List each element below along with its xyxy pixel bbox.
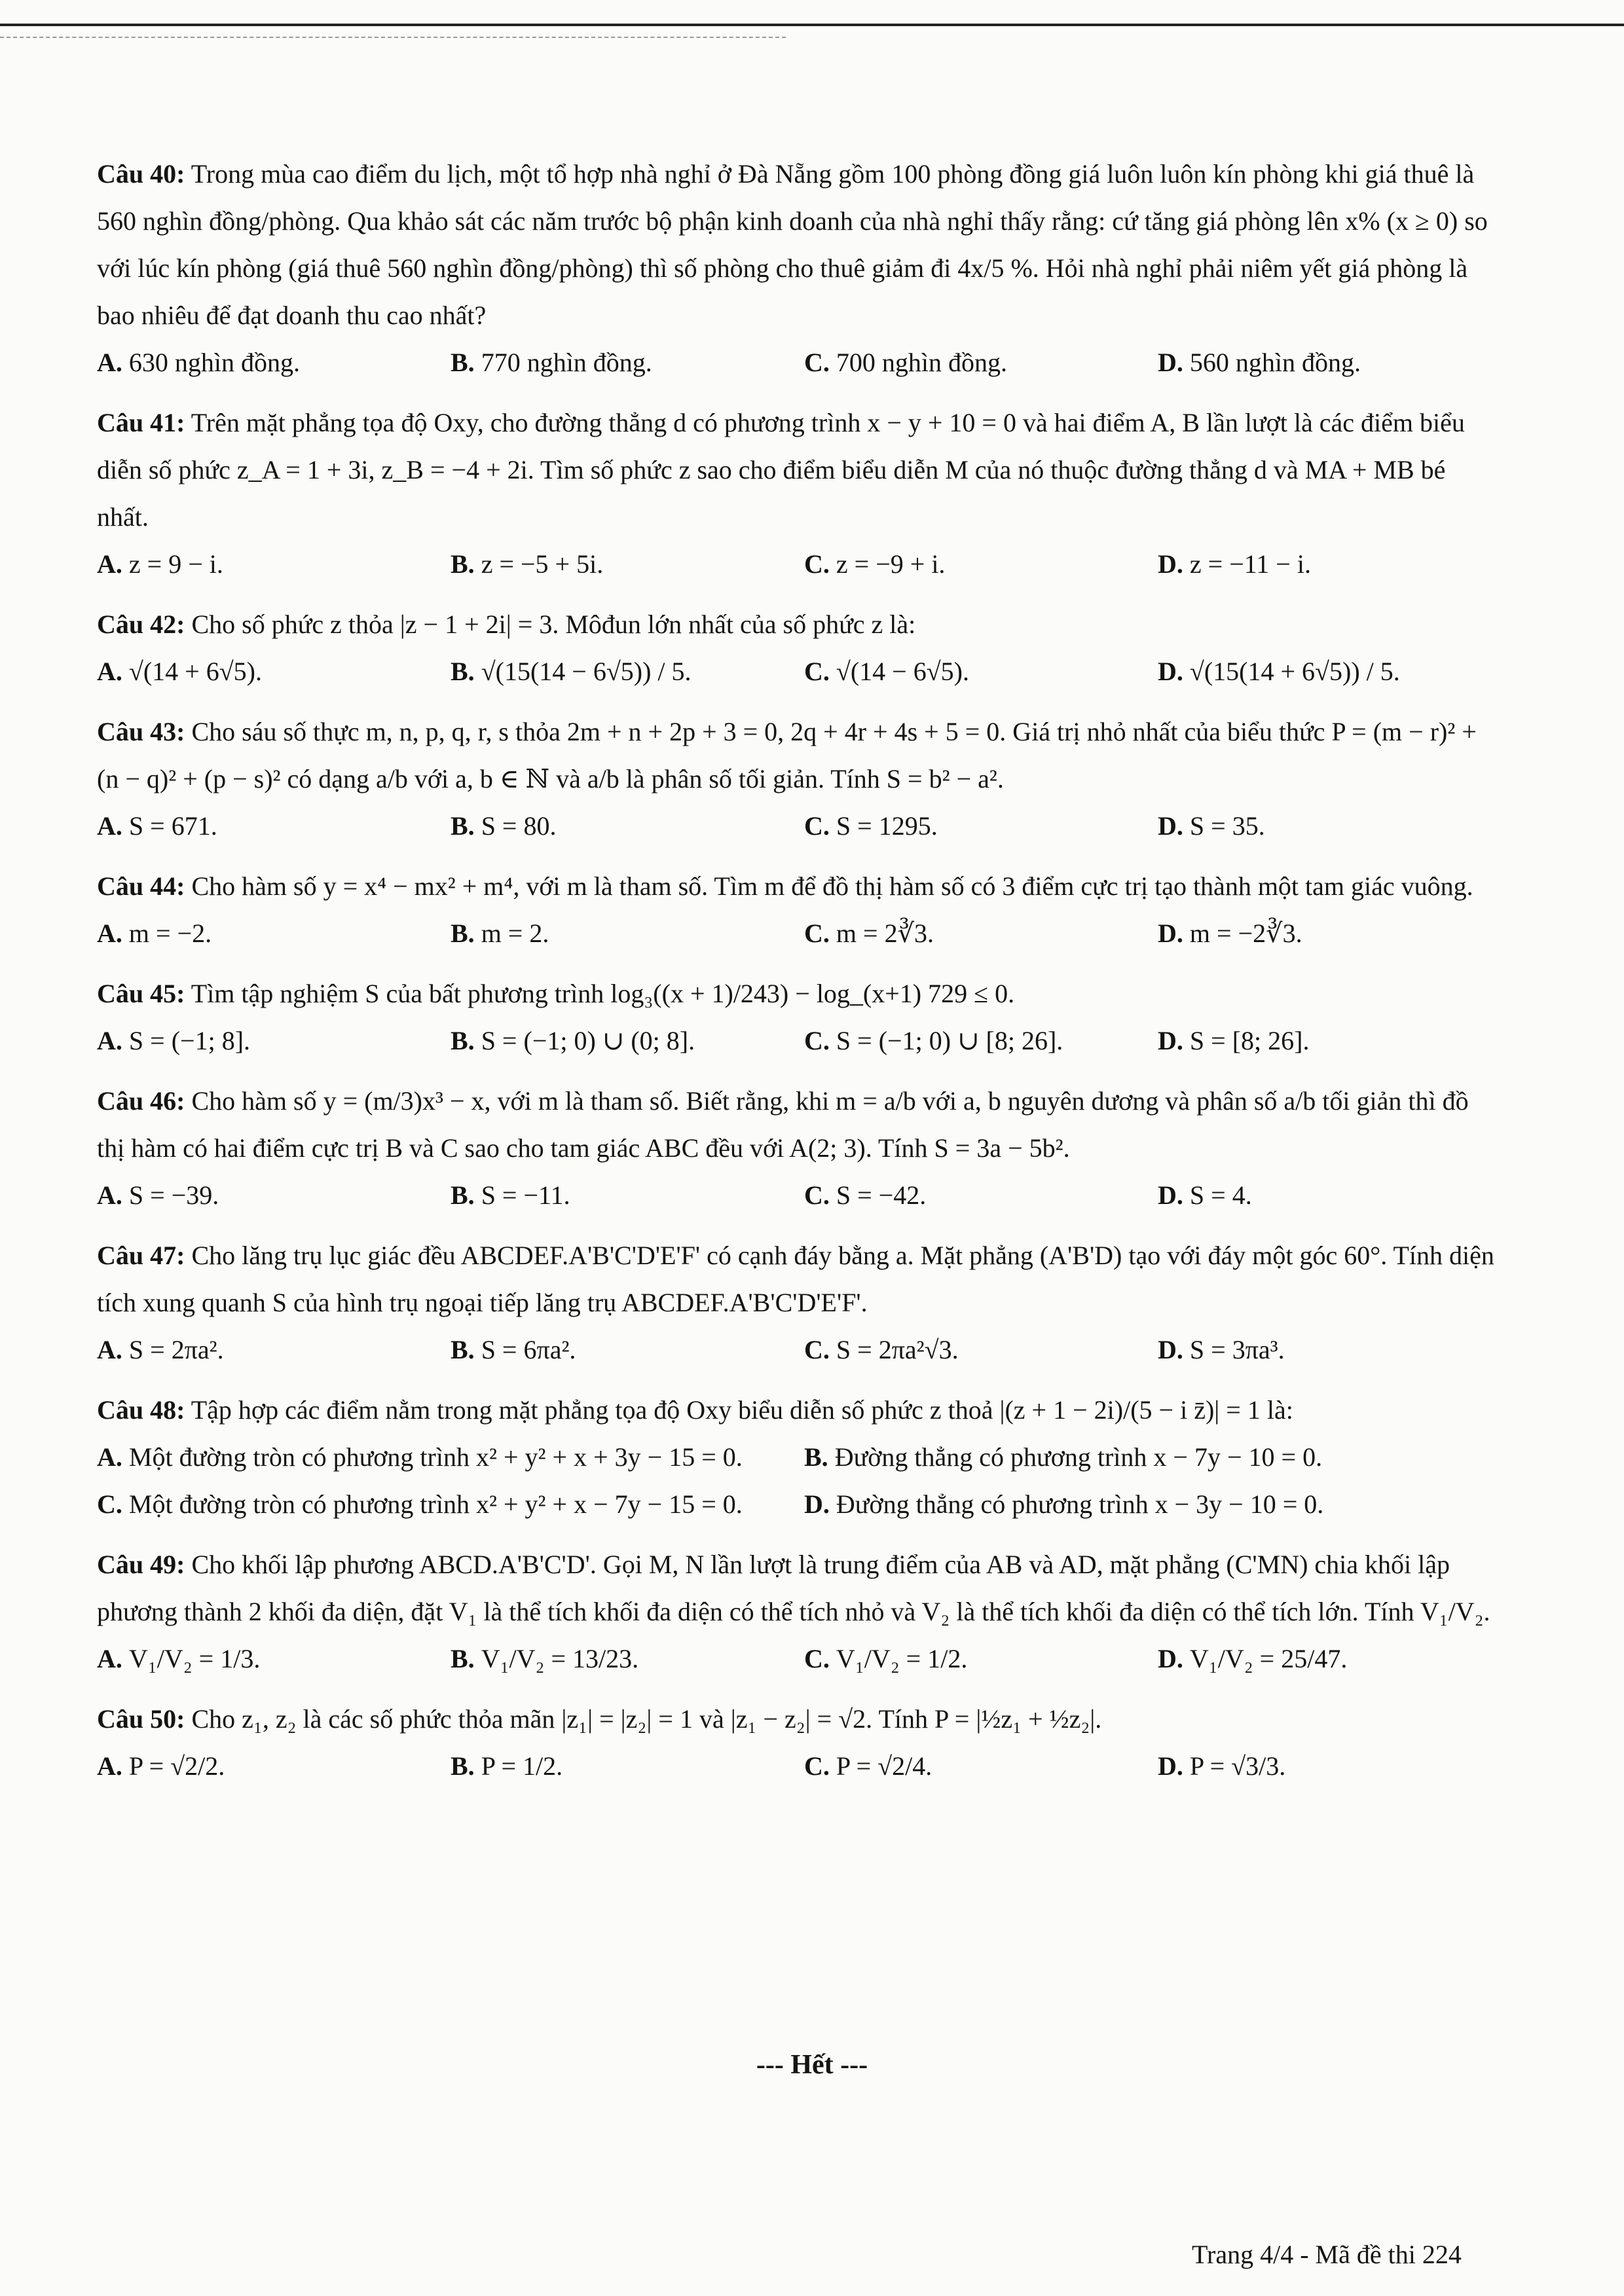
question-46 — [97, 1078, 1498, 1219]
question-47 — [97, 1232, 1498, 1374]
option-d: D. √(15(14 + 6√5)) / 5. — [1158, 657, 1400, 686]
option-b: B. S = 6πa². — [451, 1335, 576, 1364]
question-text: Cho z₁, z₂ là các số phức thỏa mãn |z₁| = |z₂| = 1 và |z₁ − z₂| = √2. Tính P = |½z₁ + ½z₂|. — [191, 1704, 1102, 1734]
option-d: D. S = 3πa³. — [1158, 1335, 1285, 1364]
scan-edge-line — [0, 24, 1624, 26]
question-label: Câu 47: — [97, 1241, 185, 1270]
option-a: A. √(14 + 6√5). — [97, 657, 262, 686]
option-a: A. 630 nghìn đồng. — [97, 348, 301, 377]
question-45 — [97, 970, 1498, 1065]
option-a: A. S = (−1; 8]. — [97, 1026, 251, 1055]
option-c: C. m = 2∛3. — [804, 919, 934, 948]
options — [97, 1017, 1498, 1065]
option-a: A. S = 671. — [97, 811, 217, 841]
option-d: D. S = 35. — [1158, 811, 1265, 841]
option-b: B. m = 2. — [451, 919, 549, 948]
option-a: A. z = 9 − i. — [97, 549, 223, 579]
question-text: Trong mùa cao điểm du lịch, một tổ hợp nhà nghỉ ở Đà Nẵng gồm 100 phòng đồng giá luôn luôn kín phòng khi giá thuê là 560 nghìn đồng/phòng. Qua khảo sát các năm trước bộ phận kinh doanh của nhà nghỉ thấy rằng: cứ tăng giá phòng lên x% (x ≥ 0) so với lúc kín phòng (giá thuê 560 nghìn đồng/phòng) thì số phòng cho thuê giảm đi 4x/5 %. Hỏi nhà nghỉ phải niêm yết giá phòng là bao nhiêu để đạt doanh thu cao nhất? — [97, 159, 1488, 330]
question-text: Tìm tập nghiệm S của bất phương trình log₃((x + 1)/243) − log_(x+1) 729 ≤ 0. — [191, 979, 1015, 1008]
option-c: C. S = −42. — [804, 1180, 927, 1210]
question-48 — [97, 1387, 1498, 1528]
option-b: B. P = 1/2. — [451, 1751, 563, 1781]
option-a: A. V₁/V₂ = 1/3. — [97, 1644, 261, 1673]
options — [97, 1326, 1498, 1374]
scan-edge-line-faint — [0, 37, 786, 38]
options — [97, 803, 1498, 850]
question-text: Tập hợp các điểm nằm trong mặt phẳng tọa độ Oxy biểu diễn số phức z thoả |(z + 1 − 2i)/(5 − i z̄)| = 1 là: — [191, 1395, 1293, 1425]
question-text: Trên mặt phẳng tọa độ Oxy, cho đường thẳng d có phương trình x − y + 10 = 0 và hai điểm A, B lần lượt là các điểm biểu diễn số phức z_A = 1 + 3i, z_B = −4 + 2i. Tìm số phức z sao cho điểm biểu diễn M của nó thuộc đường thẳng d và MA + MB bé nhất. — [97, 408, 1465, 532]
options — [97, 339, 1498, 386]
question-label: Câu 46: — [97, 1086, 185, 1116]
question-label: Câu 41: — [97, 408, 185, 437]
option-b: B. V₁/V₂ = 13/23. — [451, 1644, 639, 1673]
option-d: D. m = −2∛3. — [1158, 919, 1302, 948]
option-c: C. z = −9 + i. — [804, 549, 946, 579]
option-b: B. √(15(14 − 6√5)) / 5. — [451, 657, 692, 686]
question-label: Câu 49: — [97, 1550, 185, 1579]
page-footer: Trang 4/4 - Mã đề thi 224 — [1192, 2240, 1462, 2269]
question-label: Câu 40: — [97, 159, 185, 189]
question-42 — [97, 601, 1498, 695]
question-label: Câu 44: — [97, 871, 185, 901]
option-b: B. S = −11. — [451, 1180, 570, 1210]
option-b: B. Đường thẳng có phương trình x − 7y − 10 = 0. — [804, 1442, 1323, 1472]
question-50 — [97, 1696, 1498, 1790]
question-text: Cho hàm số y = x⁴ − mx² + m⁴, với m là tham số. Tìm m để đồ thị hàm số có 3 điểm cực trị tạo thành một tam giác vuông. — [191, 871, 1473, 901]
option-d: D. P = √3/3. — [1158, 1751, 1286, 1781]
options — [97, 648, 1498, 695]
options — [97, 541, 1498, 588]
question-label: Câu 48: — [97, 1395, 185, 1425]
options — [97, 1434, 1498, 1528]
question-label: Câu 50: — [97, 1704, 185, 1734]
question-text: Cho lăng trụ lục giác đều ABCDEF.A'B'C'D'E'F' có cạnh đáy bằng a. Mặt phẳng (A'B'D) tạo với đáy một góc 60°. Tính diện tích xung quanh S của hình trụ ngoại tiếp lăng trụ ABCDEF.A'B'C'D'E'F'. — [97, 1241, 1494, 1317]
option-b: B. z = −5 + 5i. — [451, 549, 604, 579]
question-49 — [97, 1541, 1498, 1683]
option-d: D. Đường thẳng có phương trình x − 3y − 10 = 0. — [804, 1489, 1324, 1519]
question-text: Cho số phức z thỏa |z − 1 + 2i| = 3. Môđun lớn nhất của số phức z là: — [191, 610, 916, 639]
question-text: Cho hàm số y = (m/3)x³ − x, với m là tham số. Biết rằng, khi m = a/b với a, b nguyên dương và phân số a/b tối giản thì đồ thị hàm có hai điểm cực trị B và C sao cho tam giác ABC đều với A(2; 3). Tính S = 3a − 5b². — [97, 1086, 1469, 1163]
option-d: D. V₁/V₂ = 25/47. — [1158, 1644, 1348, 1673]
option-d: D. 560 nghìn đồng. — [1158, 348, 1361, 377]
options — [97, 1743, 1498, 1790]
option-b: B. 770 nghìn đồng. — [451, 348, 652, 377]
options — [97, 1172, 1498, 1219]
option-c: C. S = 2πa²√3. — [804, 1335, 959, 1364]
exam-page — [97, 151, 1498, 1803]
option-c: C. √(14 − 6√5). — [804, 657, 969, 686]
option-c: C. S = (−1; 0) ∪ [8; 26]. — [804, 1026, 1063, 1055]
option-c: C. P = √2/4. — [804, 1751, 932, 1781]
question-label: Câu 43: — [97, 717, 185, 746]
options — [97, 910, 1498, 957]
end-of-exam-mark: --- Hết --- — [756, 2050, 868, 2080]
question-text: Cho sáu số thực m, n, p, q, r, s thỏa 2m + n + 2p + 3 = 0, 2q + 4r + 4s + 5 = 0. Giá trị nhỏ nhất của biểu thức P = (m − r)² + (n − q)² + (p − s)² có dạng a/b với a, b ∈ ℕ và a/b là phân số tối giản. Tính S = b² − a². — [97, 717, 1477, 793]
option-d: D. z = −11 − i. — [1158, 549, 1311, 579]
option-c: C. Một đường tròn có phương trình x² + y² + x − 7y − 15 = 0. — [97, 1489, 743, 1519]
option-a: A. Một đường tròn có phương trình x² + y² + x + 3y − 15 = 0. — [97, 1442, 743, 1472]
option-b: B. S = (−1; 0) ∪ (0; 8]. — [451, 1026, 695, 1055]
option-a: A. P = √2/2. — [97, 1751, 225, 1781]
option-c: C. S = 1295. — [804, 811, 938, 841]
option-a: A. m = −2. — [97, 919, 212, 948]
question-43 — [97, 708, 1498, 850]
option-c: C. 700 nghìn đồng. — [804, 348, 1008, 377]
question-label: Câu 45: — [97, 979, 185, 1008]
question-40 — [97, 151, 1498, 386]
question-label: Câu 42: — [97, 610, 185, 639]
option-a: A. S = −39. — [97, 1180, 219, 1210]
option-d: D. S = [8; 26]. — [1158, 1026, 1310, 1055]
option-c: C. V₁/V₂ = 1/2. — [804, 1644, 968, 1673]
option-a: A. S = 2πa². — [97, 1335, 224, 1364]
question-41 — [97, 399, 1498, 588]
question-44 — [97, 863, 1498, 957]
option-d: D. S = 4. — [1158, 1180, 1252, 1210]
options — [97, 1635, 1498, 1683]
question-text: Cho khối lập phương ABCD.A'B'C'D'. Gọi M, N lần lượt là trung điểm của AB và AD, mặt phẳng (C'MN) chia khối lập phương thành 2 khối đa diện, đặt V₁ là thể tích khối đa diện có thể tích nhỏ và V₂ là thể tích khối đa diện có thể tích lớn. Tính V₁/V₂. — [97, 1550, 1490, 1626]
option-b: B. S = 80. — [451, 811, 557, 841]
